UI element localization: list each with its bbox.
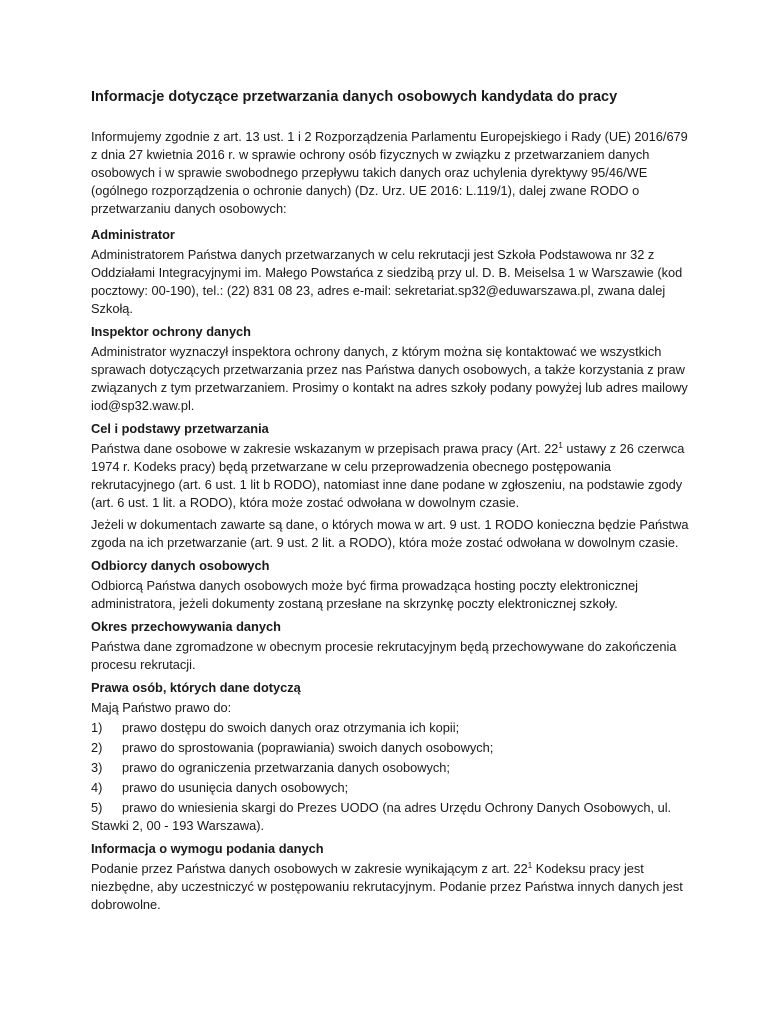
list-item — [91, 799, 691, 835]
intro-paragraph: Informujemy zgodnie z art. 13 ust. 1 i 2 Rozporządzenia Parlamentu Europejskiego i Rady (UE) 2016/679 z dnia 27 kwietnia 2016 r. w sprawie ochrony osób fizycznych w związku z przetwarzaniem danych osobowych i w sprawie swobodnego przepływu takich danych oraz uchylenia dyrektywy 95/46/WE (ogólnego rozporządzenia o ochronie danych) (Dz. Urz. UE 2016: L.119/1), dalej zwane RODO o przetwarzaniu danych osobowych: — [91, 129, 688, 216]
wymog-superscript: 1 — [527, 861, 533, 870]
cel-p1-after: ustawy z 26 czerwca 1974 r. Kodeks pracy) będą przetwarzane w celu przeprowadzenia obecnego postępowania rekrutacyjnego (art. 6 ust. 1 lit b RODO), natomiast inne dane podane w zgłoszeniu, na podstawie zgody (art. 6 ust. 1 lit. a RODO), która może zostać odwołana w dowolnym czasie. — [91, 441, 685, 510]
cel-paragraph-2: Jeżeli w dokumentach zawarte są dane, o których mowa w art. 9 ust. 1 RODO konieczna będzie Państwa zgoda na ich przetwarzanie (art. 9 ust. 2 lit. a RODO), która może zostać odwołana w dowolnym czasie. — [91, 517, 689, 550]
section-heading-inspektor: Inspektor ochrony danych — [91, 324, 251, 339]
prawa-lead: Mają Państwo prawo do: — [91, 700, 232, 715]
list-item-text: prawo do wniesienia skargi do Prezes UODO (na adres Urzędu Ochrony Danych Osobowych, ul. Stawki 2, 00 - 193 Warszawa). — [91, 800, 672, 833]
section-heading-cel: Cel i podstawy przetwarzania — [91, 421, 269, 436]
list-item-number: 2) — [91, 740, 103, 755]
list-item-text: prawo do ograniczenia przetwarzania danych osobowych; — [122, 760, 450, 775]
list-item — [91, 739, 691, 757]
cel-p1-before: Państwa dane osobowe w zakresie wskazanym w przepisach prawa pracy (Art. 22 — [91, 441, 559, 456]
list-item-number: 5) — [91, 800, 103, 815]
cel-p1-superscript: 1 — [558, 441, 563, 450]
wymog-after: Kodeksu pracy jest niezbędne, aby uczestniczyć w postępowaniu rekrutacyjnym. Podanie przez Państwa innych danych jest dobrowolne. — [91, 861, 683, 912]
cel-paragraph-1 — [91, 440, 691, 512]
document-title: Informacje dotyczące przetwarzania danych osobowych kandydata do pracy — [91, 89, 618, 105]
list-item-number: 3) — [91, 760, 103, 775]
okres-text: Państwa dane zgromadzone w obecnym procesie rekrutacyjnym będą przechowywane do zakończenia procesu rekrutacji. — [91, 639, 677, 672]
list-item-text: prawo do sprostowania (poprawiania) swoich danych osobowych; — [122, 740, 494, 755]
inspektor-text: Administrator wyznaczył inspektora ochrony danych, z którym można się kontaktować we wszystkich sprawach dotyczących przetwarzania przez nas Państwa danych osobowych, a także korzystania z praw związanych z tym przetwarzaniem. Prosimy o kontakt na adres szkoły podany powyżej lub adres mailowy iod@sp32.waw.pl. — [91, 344, 688, 413]
list-item — [91, 759, 691, 777]
section-heading-okres: Okres przechowywania danych — [91, 619, 281, 634]
list-item-number: 4) — [91, 780, 103, 795]
list-item-text: prawo dostępu do swoich danych oraz otrzymania ich kopii; — [122, 720, 460, 735]
list-item — [91, 779, 691, 797]
rights-list — [91, 719, 691, 835]
section-heading-administrator: Administrator — [91, 227, 175, 242]
section-heading-wymog: Informacja o wymogu podania danych — [91, 841, 324, 856]
list-item-text: prawo do usunięcia danych osobowych; — [122, 780, 349, 795]
administrator-text: Administratorem Państwa danych przetwarzanych w celu rekrutacji jest Szkoła Podstawowa nr 32 z Oddziałami Integracyjnymi im. Małego Powstańca z siedzibą przy ul. D. B. Meiselsa 1 w Warszawie (kod pocztowy: 00-190), tel.: (22) 831 08 23, adres e-mail: sekretariat.sp32@eduwarszawa.pl, zwana dalej Szkołą. — [91, 247, 683, 316]
document-body — [91, 86, 691, 916]
wymog-text — [91, 860, 691, 914]
list-item — [91, 719, 691, 737]
section-heading-odbiorcy: Odbiorcy danych osobowych — [91, 558, 270, 573]
wymog-before: Podanie przez Państwa danych osobowych w zakresie wynikającym z art. 22 — [91, 861, 528, 876]
section-heading-prawa: Prawa osób, których dane dotyczą — [91, 680, 301, 695]
odbiorcy-text: Odbiorcą Państwa danych osobowych może być firma prowadząca hosting poczty elektronicznej administratora, jeżeli dokumenty zostaną przesłane na skrzynkę poczty elektronicznej szkoły. — [91, 578, 638, 611]
list-item-number: 1) — [91, 720, 103, 735]
